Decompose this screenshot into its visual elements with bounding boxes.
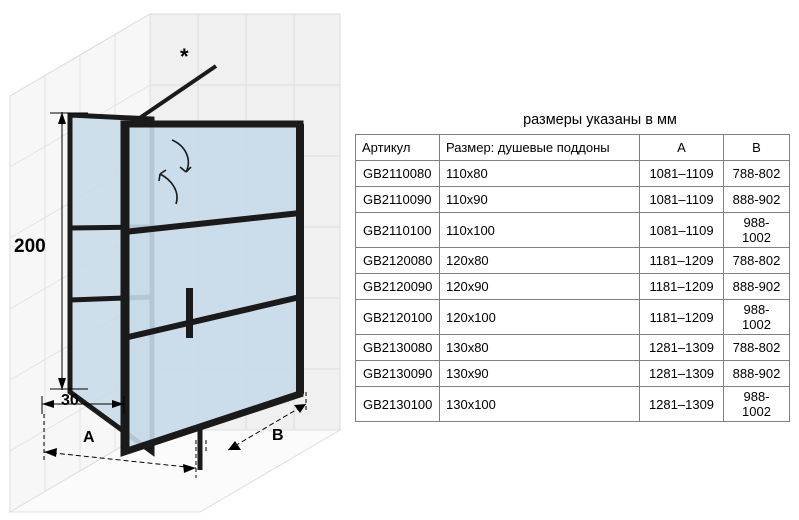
specs-panel bbox=[355, 112, 795, 422]
cell-a: 1081–1109 bbox=[640, 213, 724, 248]
cell-article: GB2110080 bbox=[356, 161, 440, 187]
table-row bbox=[356, 361, 790, 387]
shower-enclosure-drawing bbox=[0, 0, 360, 520]
column-header-a: A bbox=[640, 135, 724, 161]
cell-b: 788-802 bbox=[724, 248, 790, 274]
cell-article: GB2130100 bbox=[356, 387, 440, 422]
cell-a: 1181–1209 bbox=[640, 300, 724, 335]
cell-b: 988-1002 bbox=[724, 213, 790, 248]
cell-article: GB2110090 bbox=[356, 187, 440, 213]
cell-article: GB2120080 bbox=[356, 248, 440, 274]
cell-b: 888-902 bbox=[724, 274, 790, 300]
column-header-article: Артикул bbox=[356, 135, 440, 161]
dimension-label-a: A bbox=[83, 429, 95, 446]
asterisk-note-marker: * bbox=[180, 44, 189, 69]
cell-a: 1281–1309 bbox=[640, 361, 724, 387]
cell-size: 110x100 bbox=[440, 213, 640, 248]
cell-article: GB2120090 bbox=[356, 274, 440, 300]
cell-a: 1081–1109 bbox=[640, 187, 724, 213]
door-handle[interactable] bbox=[186, 288, 193, 338]
cell-article: GB2130090 bbox=[356, 361, 440, 387]
door-glass bbox=[124, 124, 300, 452]
table-row bbox=[356, 387, 790, 422]
column-header-size: Размер: душевые поддоны bbox=[440, 135, 640, 161]
cell-size: 120x80 bbox=[440, 248, 640, 274]
cell-size: 130x100 bbox=[440, 387, 640, 422]
table-row bbox=[356, 300, 790, 335]
cell-article: GB2110100 bbox=[356, 213, 440, 248]
cell-size: 130x80 bbox=[440, 335, 640, 361]
dimension-label-height: 200 bbox=[14, 236, 46, 257]
dimension-label-offset: 30 bbox=[61, 392, 79, 409]
cell-a: 1081–1109 bbox=[640, 161, 724, 187]
cell-size: 110x80 bbox=[440, 161, 640, 187]
cell-b: 988-1002 bbox=[724, 387, 790, 422]
cell-size: 120x100 bbox=[440, 300, 640, 335]
table-row bbox=[356, 335, 790, 361]
cell-article: GB2120100 bbox=[356, 300, 440, 335]
table-row bbox=[356, 161, 790, 187]
cell-b: 788-802 bbox=[724, 335, 790, 361]
table-header-row bbox=[356, 135, 790, 161]
cell-a: 1281–1309 bbox=[640, 387, 724, 422]
specs-table-head bbox=[356, 135, 790, 161]
table-row bbox=[356, 274, 790, 300]
cell-article: GB2130080 bbox=[356, 335, 440, 361]
table-row bbox=[356, 213, 790, 248]
cell-size: 110x90 bbox=[440, 187, 640, 213]
cell-size: 130x90 bbox=[440, 361, 640, 387]
cell-b: 888-902 bbox=[724, 187, 790, 213]
specs-table bbox=[355, 134, 790, 422]
column-header-b: B bbox=[724, 135, 790, 161]
specs-table-body bbox=[356, 161, 790, 422]
cell-a: 1181–1209 bbox=[640, 274, 724, 300]
table-row bbox=[356, 187, 790, 213]
cell-b: 988-1002 bbox=[724, 300, 790, 335]
table-row bbox=[356, 248, 790, 274]
cell-a: 1181–1209 bbox=[640, 248, 724, 274]
dimension-label-b: B bbox=[272, 427, 284, 444]
cell-b: 788-802 bbox=[724, 161, 790, 187]
cell-a: 1281–1309 bbox=[640, 335, 724, 361]
table-caption: размеры указаны в мм bbox=[523, 112, 677, 128]
drawing-svg bbox=[0, 0, 360, 520]
door-glass-panel bbox=[124, 124, 300, 452]
cell-size: 120x90 bbox=[440, 274, 640, 300]
cell-b: 888-902 bbox=[724, 361, 790, 387]
